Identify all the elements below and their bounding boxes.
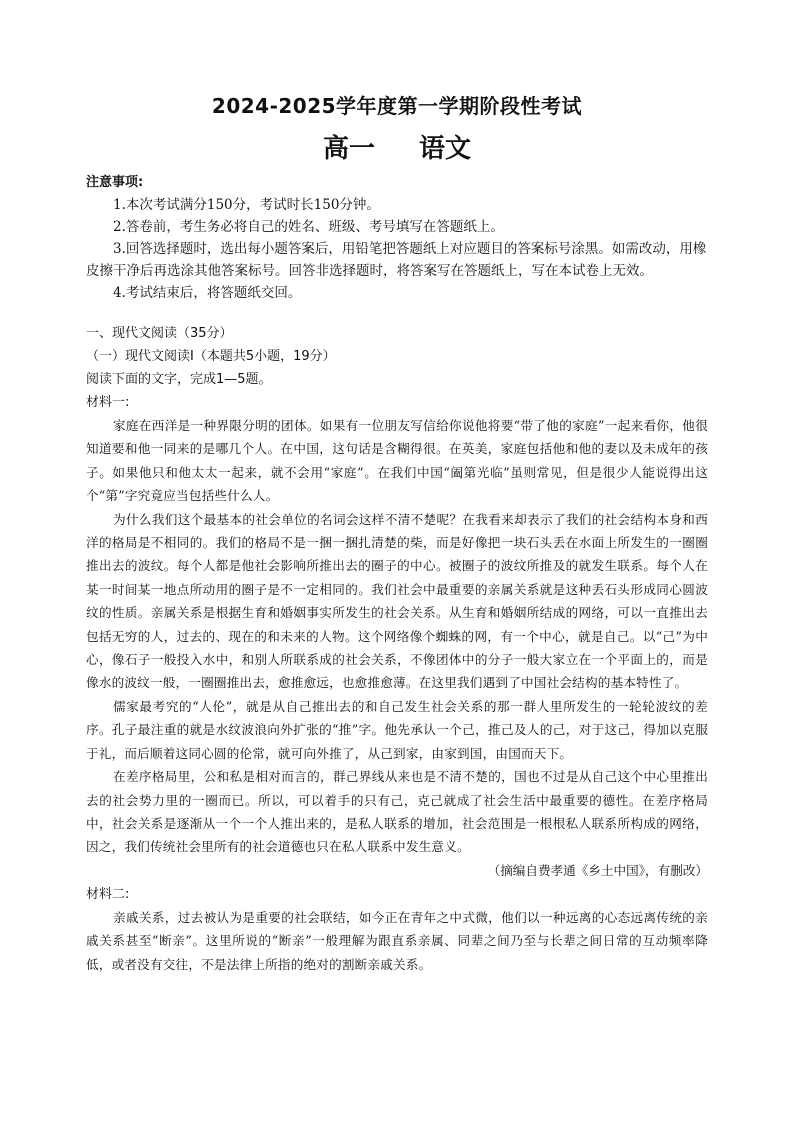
material-one-paragraph: 在差序格局里，公和私是相对而言的，群己界线从来也是不清不楚的，国也不过是从自己这个中心里推出去的社会势力里的一圈而已。所以，可以着手的只有己，克己就成了社会生活中最重要的德性。在差序格局中，社会关系是逐渐从一个一个人推出来的，是私人联系的增加，社会范围是一根根私人联系所构成的网络，因之，我们传统社会里所有的社会道德也只在私人联系中发生意义。 (86, 769, 708, 855)
note-item: 3.回答选择题时，选出每小题答案后，用铅笔把答题纸上对应题目的答案标号涂黑。如需改动，用橡皮擦干净后再选涂其他答案标号。回答非选择题时，将答案写在答题纸上，写在本试卷上无效。 (86, 241, 707, 279)
material-one-paragraph: 家庭在西洋是一种界限分明的团体。如果有一位朋友写信给你说他将要“带了他的家庭”一起来看你，他很知道要和他一同来的是哪几个人。在中国，这句话是含糊得很。在英美，家庭包括他和他的妻以及未成年的孩子。如果他只和他太太一起来，就不会用“家庭”。在我们中国“阖第光临”虽则常见，但是很少人能说得出这个“第”字究竟应当包括些什么人。 (86, 418, 708, 504)
notes-heading: 注意事项: (86, 175, 144, 190)
material-one-paragraph: 儒家最考究的“人伦”，就是从自己推出去的和自己发生社会关系的那一群人里所发生的一轮轮波纹的差序。孔子最注重的就是水纹波浪向外扩张的“推”字。他先承认一个己，推己及人的己，对于这己，得加以克服于礼，而后顺着这同心圆的伦常，就可向外推了，从己到家，由家到国，由国而天下。 (86, 698, 708, 761)
reading-section (86, 322, 708, 976)
material-two-paragraph: 亲戚关系，过去被认为是重要的社会联结，如今正在青年之中式微，他们以一种远离的心态远离传统的亲戚关系甚至“断亲”。这里所说的“断亲”一般理解为跟直系亲属、同辈之间乃至与长辈之间日常的互动频率降低，或者没有交往，不是法律上所指的绝对的割断亲戚关系。 (86, 909, 708, 972)
note-item: 2.答卷前，考生务必将自己的姓名、班级、考号填写在答题纸上。 (113, 219, 504, 235)
note-item: 4.考试结束后，将答题纸交回。 (113, 285, 302, 301)
material-one-source: （摘编自费孝通《乡土中国》，有删改） (487, 862, 708, 878)
section-heading: 一、现代文阅读（35分） (86, 326, 233, 341)
material-one-label: 材料一: (86, 395, 130, 410)
grade-label: 高一 (322, 134, 375, 164)
exam-notes (86, 172, 708, 304)
note-item: 1.本次考试满分150分，考试时长150分钟。 (113, 197, 380, 213)
material-two-label: 材料二: (86, 886, 130, 902)
grade-subject-heading (0, 128, 794, 165)
subsection-heading: （一）现代文阅读Ⅰ（本题共5小题，19分） (86, 349, 336, 364)
subject-label: 语文 (419, 134, 472, 164)
exam-title: 2024-2025学年度第一学期阶段性考试 (211, 94, 583, 118)
reading-instruction: 阅读下面的文字，完成1—5题。 (86, 372, 272, 387)
material-one-paragraph: 为什么我们这个最基本的社会单位的名词会这样不清不楚呢？在我看来却表示了我们的社会结构本身和西洋的格局是不相同的。我们的格局不是一捆一捆扎清楚的柴，而是好像把一块石头丢在水面上所发生的一圈圈推出去的波纹。每个人都是他社会影响所推出去的圈子的中心。被圈子的波纹所推及的就发生联系。每个人在某一时间某一地点所动用的圈子是不一定相同的。我们社会中最重要的亲属关系就是这种丢石头形成同心圆波纹的性质。亲属关系是根据生育和婚姻事实所发生的社会关系。从生育和婚姻所结成的网络，可以一直推出去包括无穷的人，过去的、现在的和未来的人物。这个网络像个蜘蛛的网，有一个中心，就是自己。以“己”为中心，像石子一般投入水中，和别人所联系成的社会关系，不像团体中的分子一般大家立在一个平面上的，而是像水的波纹一般，一圈圈推出去，愈推愈远，也愈推愈薄。在这里我们遇到了中国社会结构的基本特性了。 (86, 511, 708, 691)
